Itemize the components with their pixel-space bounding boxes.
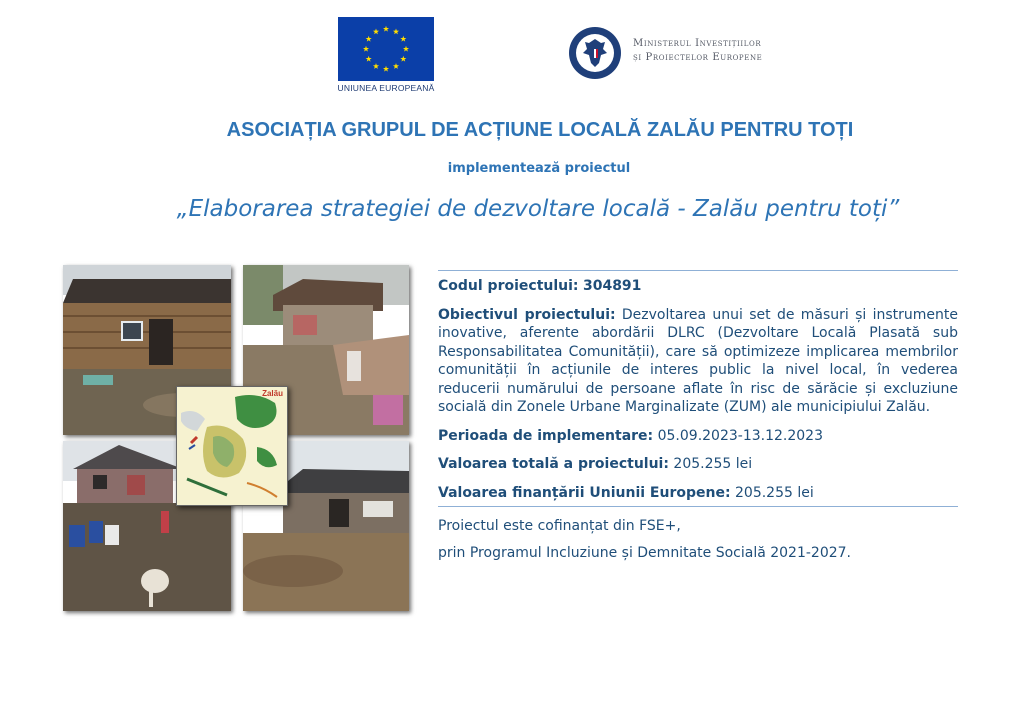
eu-star-icon <box>400 36 406 42</box>
eu-star-icon <box>383 66 389 72</box>
map-label: Zalău <box>262 389 283 398</box>
cofinance-line2: prin Programul Incluziune și Demnitate Socială 2021-2027. <box>438 544 851 561</box>
eu-star-icon <box>383 26 389 32</box>
eu-star-icon <box>366 36 372 42</box>
organization-title: ASOCIAȚIA GRUPUL DE ACȚIUNE LOCALĂ ZALĂU PENTRU TOȚI <box>226 119 854 141</box>
government-seal-icon <box>567 25 623 81</box>
total-value-amount: 205.255 lei <box>673 456 753 472</box>
implements-subtitle: implementează proiectul <box>447 161 631 176</box>
project-objective-label: Obiectivul proiectului: <box>438 306 616 323</box>
ministry-logo <box>567 25 807 81</box>
eu-star-icon <box>363 46 369 52</box>
eu-star-icon <box>373 28 379 34</box>
ministry-name <box>633 37 813 65</box>
project-code-value: 304891 <box>582 278 642 294</box>
total-value-label: Valoarea totală a proiectului: <box>438 456 669 472</box>
eu-flag-icon <box>338 17 434 81</box>
bottom-divider <box>438 506 958 507</box>
zalau-map <box>176 386 288 506</box>
ministry-name-line1: Ministerul Investițiilor <box>633 38 762 49</box>
eu-star-icon <box>403 46 409 52</box>
eu-label: UNIUNEA EUROPEANĂ <box>337 83 435 93</box>
project-objective-text: Dezvoltarea unui set de măsuri și instrumente inovative, aferente abordării DLRC (Dezvoltare Locală Plasată sub Responsabilitatea Comunității), care să optimizeze implicarea membrilor comunității în acțiunile de interes public la nivel local, în vederea reducerii numărului de persoane aflate în risc de sărăcie și excluziune socială din Zonele Urbane Marginalizate (ZUM) ale municipiului Zalău. <box>438 306 958 415</box>
eu-star-icon <box>373 63 379 69</box>
eu-funding-amount: 205.255 lei <box>735 484 814 501</box>
eu-funding-label: Valoarea finanțării Uniunii Europene: <box>438 484 731 501</box>
eu-funding <box>438 484 958 503</box>
implementation-period-value: 05.09.2023-13.12.2023 <box>657 427 823 444</box>
implementation-period <box>438 427 958 446</box>
eu-star-icon <box>393 63 399 69</box>
eu-star-icon <box>393 28 399 34</box>
project-title: „Elaborarea strategiei de dezvoltare locală - Zalău pentru toți” <box>176 196 900 222</box>
implementation-period-label: Perioada de implementare: <box>438 427 654 444</box>
top-divider <box>438 270 958 271</box>
project-objective <box>438 306 958 417</box>
project-code <box>438 277 958 296</box>
eu-star-icon <box>366 56 372 62</box>
ministry-name-line2: și Proiectelor Europene <box>633 52 763 63</box>
total-value <box>438 455 958 474</box>
cofinance-line1: Proiectul este cofinanțat din FSE+, <box>438 518 681 534</box>
eu-star-icon <box>400 56 406 62</box>
project-code-label: Codul proiectului: <box>438 278 579 294</box>
project-info <box>438 270 958 562</box>
eu-logo <box>338 17 434 95</box>
